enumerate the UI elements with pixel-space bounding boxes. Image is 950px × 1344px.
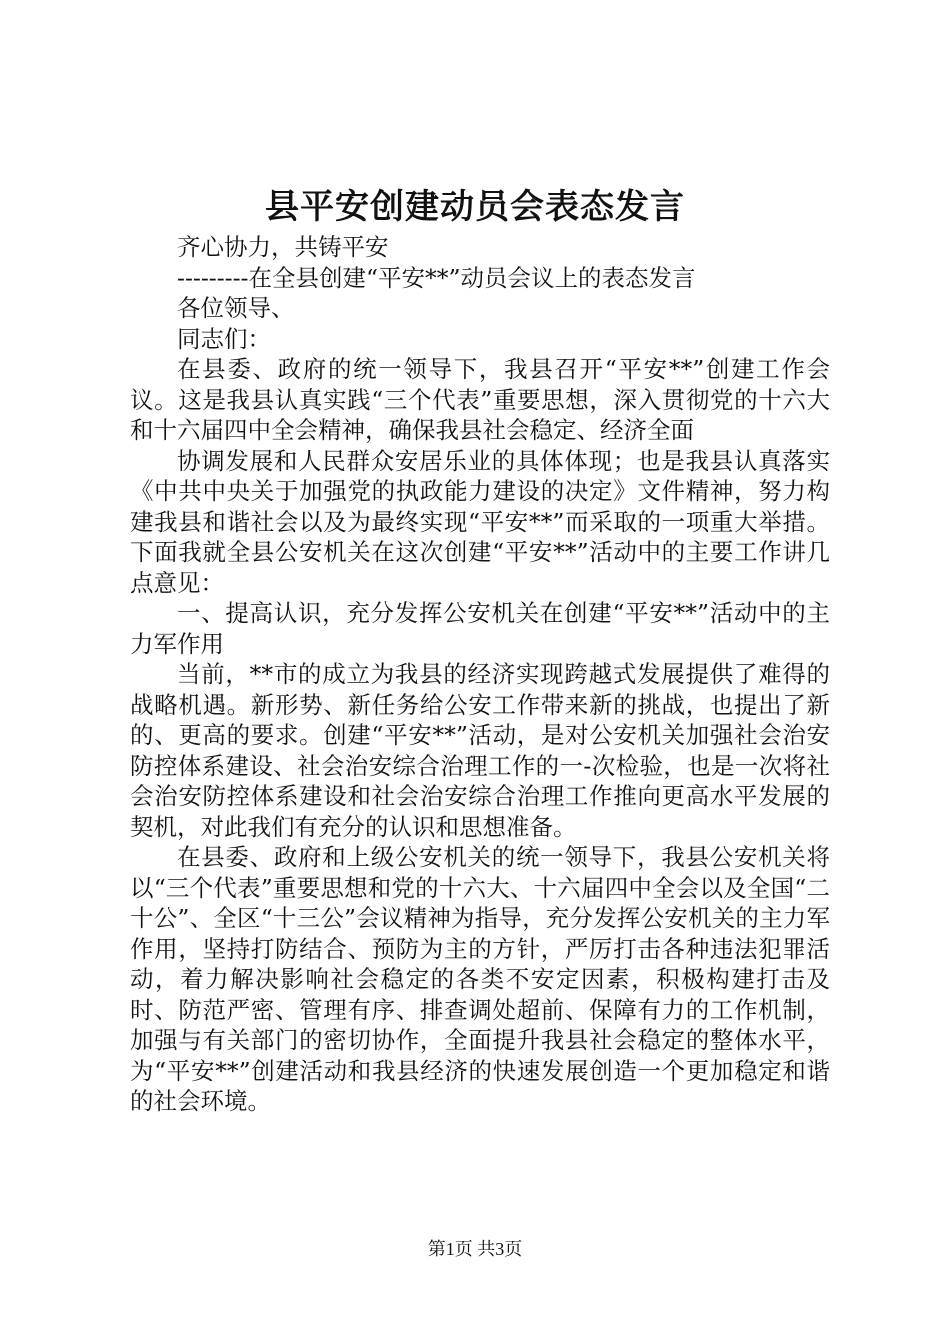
paragraph: 协调发展和人民群众安居乐业的具体体现；也是我县认真落实《中共中央关于加强党的执政能力建设的决定》文件精神，努力构建我县和谐社会以及为最终实现“平安**”而采取的一项重大举措。下面我就全县公安机关在这次创建“平安**”活动中的主要工作讲几点意见： bbox=[130, 446, 830, 597]
document-body bbox=[130, 232, 830, 1117]
paragraph: 当前，**市的成立为我县的经济实现跨越式发展提供了难得的战略机遇。新形势、新任务给公安工作带来新的挑战，也提出了新的、更高的要求。创建“平安**”活动，是对公安机关加强社会治安防控体系建设、社会治安综合治理工作的一-次检验，也是一次将社会治安防控体系建设和社会治安综合治理工作推向更高水平发展的契机，对此我们有充分的认识和思想准备。 bbox=[130, 660, 830, 841]
document-title: 县平安创建动员会表态发言 bbox=[265, 187, 685, 227]
paragraph: 在县委、政府和上级公安机关的统一领导下，我县公安机关将以“三个代表”重要思想和党的十六大、十六届四中全会以及全国“二十公”、全区“十三公”会议精神为指导，充分发挥公安机关的主力军作用，坚持打防结合、预防为主的方针，严厉打击各种违法犯罪活动，着力解决影响社会稳定的各类不安定因素，积极构建打击及时、防范严密、管理有序、排查调处超前、保障有力的工作机制，加强与有关部门的密切协作，全面提升我县社会稳定的整体水平，为“平安**”创建活动和我县经济的快速发展创造一个更加稳定和谐的社会环境。 bbox=[130, 843, 830, 1115]
salutation-comrades: 同志们： bbox=[177, 324, 271, 353]
paragraph: 在县委、政府的统一领导下，我县召开“平安**”创建工作会议。这是我县认真实践“三个代表”重要思想，深入贯彻党的十六大和十六届四中全会精神，确保我县社会稳定、经济全面 bbox=[130, 355, 830, 444]
page-footer: 第1页 共3页 bbox=[427, 1239, 523, 1259]
salutation-leaders: 各位领导、 bbox=[177, 294, 295, 322]
section-heading: 一、提高认识，充分发挥公安机关在创建“平安**”活动中的主力军作用 bbox=[130, 599, 830, 658]
sub-heading: ---------在全县创建“平安**”动员会议上的表态发言 bbox=[177, 263, 696, 292]
subtitle: 齐心协力，共铸平安 bbox=[177, 233, 389, 261]
